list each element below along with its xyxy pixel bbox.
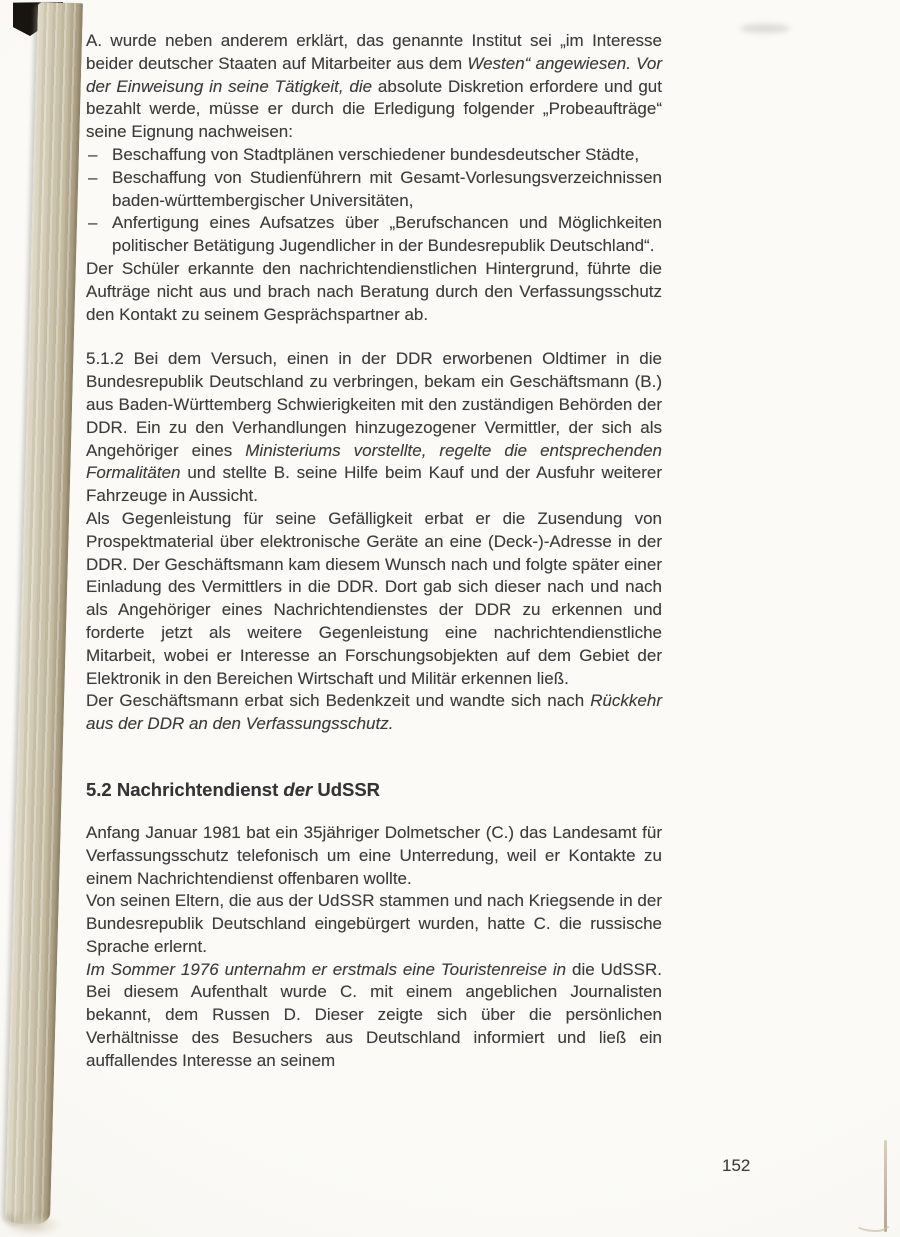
- text-run: und stellte B. seine Hilfe beim Kauf und der Ausfuhr weiterer Fahrzeuge in Aussicht.: [86, 463, 662, 506]
- text-run: Als Gegenleistung für seine Gefälligkeit erbat er die Zusendung von Prospektmaterial über elektronische Geräte an eine (Deck-)-Adresse in der DDR. Der Geschäftsmann kam diesem Wunsch nach und folgte später einer Einladung des Vermittlers in die DDR. Dort gab sich dieser nach und nach als Angehöriger eines Nachrichtendienstes der DDR zu erkennen und forderte jetzt als weitere Gegenleistung eine nachrichtendienstliche Mitarbeit, wobei er Interesse an Forschungsobjekten auf dem Gebiet der Elektronik in den Bereichen Wirtschaft und Militär erkennen ließ.: [86, 508, 662, 688]
- text-run: Der Schüler erkannte den nachrichtendienstlichen Hintergrund, führte die Aufträge nicht aus und brach nach Beratung durch den Verfassungsschutz den Kontakt zu seinem Gesprächspartner ab.: [86, 258, 662, 324]
- page-edge-strip: [5, 2, 83, 1225]
- paragraph: [86, 690, 662, 736]
- list-item: [86, 167, 662, 213]
- text-run: Westen“ angewiesen. Vor der Einweisung in seine Tätigkeit, die: [86, 53, 662, 96]
- scan-smudge: [740, 24, 790, 33]
- list-item-text: [112, 168, 662, 210]
- dash-bullet: –: [88, 213, 98, 233]
- next-page-edge-curve: [854, 1208, 894, 1232]
- text-run: 5.1.2 Bei dem Versuch, einen in der DDR erworbenen Oldtimer in die Bundesrepublik Deutschland zu verbringen, bekam ein Geschäftsmann (B.) aus Baden-Württemberg Schwierigkeiten mit den zuständigen Behörden der DDR. Ein zu den Verhandlungen hinzugezogener Vermittler, der sich als Angehöriger eines: [86, 349, 662, 460]
- text-run: Rückkehr aus der DDR an den Verfassungsschutz.: [86, 691, 662, 734]
- list-item-text: [112, 213, 662, 255]
- text-run: die UdSSR. Bei diesem Aufenthalt wurde C. mit einem angeblichen Journalisten bekannt, dem Russen D. Dieser zeigte sich über die persönlichen Verhältnisse des Besuchers aus Deutschland informiert und ließ ein auffallendes Interesse an seinem: [86, 959, 662, 1070]
- paragraph: [86, 822, 662, 890]
- dash-bullet: –: [88, 167, 98, 187]
- dash-bullet: –: [88, 144, 98, 164]
- text-run: A. wurde neben anderem erklärt, das genannte Institut sei „im Interesse beider deutscher Staaten auf Mitarbeiter aus dem: [86, 31, 662, 73]
- text-run: Der Geschäftsmann erbat sich Bedenkzeit und wandte sich nach: [86, 691, 591, 711]
- paragraph: [86, 959, 662, 1073]
- text-run: absolute Diskretion erfordere und gut bezahlt werde, müsse er durch die Erledigung folgender „Probeaufträge“ seine Eignung nachweisen:: [86, 76, 662, 142]
- text-run: Im Sommer 1976 unternahm er erstmals eine Touristenreise in: [86, 959, 567, 979]
- section-heading: [86, 778, 662, 802]
- text-run: UdSSR: [312, 778, 381, 800]
- page-number: 152: [722, 1156, 751, 1175]
- text-run: Beschaffung von Stadtplänen verschiedener bundesdeutscher Städte,: [112, 144, 640, 164]
- list-item: [86, 144, 662, 167]
- text-column: [86, 30, 662, 1073]
- list-item: [86, 212, 662, 258]
- text-run: Beschaffung von Studienführern mit Gesamt-Vorlesungsverzeichnissen baden-württembergischer Universitäten,: [112, 167, 662, 210]
- paragraph: [86, 348, 662, 508]
- paragraph: [86, 258, 662, 326]
- text-run: Von seinen Eltern, die aus der UdSSR stammen und nach Kriegsende in der Bundesrepublik Deutschland eingebürgert wurden, hatte C. die russische Sprache erlernt.: [86, 891, 662, 956]
- text-run: Ministeriums vorstellte, regelte die entsprechenden Formalitäten: [86, 440, 662, 483]
- paragraph: [86, 30, 662, 144]
- list-item-text: [112, 145, 639, 164]
- paragraph: [86, 508, 662, 690]
- text-run: Anfertigung eines Aufsatzes über „Berufschancen und Möglichkeiten politischer Betätigung Jugendlicher in der Bundesrepublik Deutschland“.: [112, 213, 662, 256]
- text-run: der: [283, 778, 313, 800]
- text-run: 5.2 Nachrichtendienst: [86, 778, 284, 800]
- page-edge-shadow: [4, 1214, 62, 1236]
- paragraph: [86, 890, 662, 958]
- text-run: Anfang Januar 1981 bat ein 35jähriger Dolmetscher (C.) das Landesamt für Verfassungsschutz telefonisch um eine Unterredung, weil er Kontakte zu einem Nachrichtendienst offenbaren wollte.: [86, 822, 662, 888]
